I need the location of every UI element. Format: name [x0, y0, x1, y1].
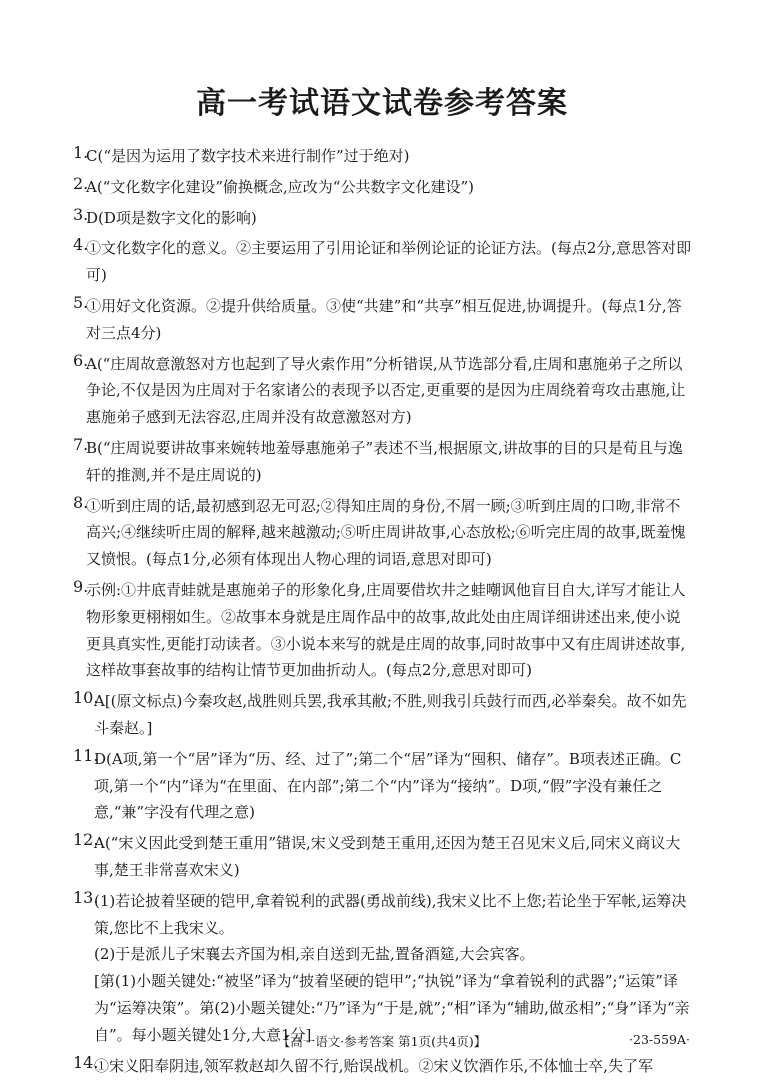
answer-item [73, 435, 695, 489]
item-text: ①宋义阳奉阴违,领军救赵却久留不行,贻误战机。②宋义饮酒作乐,不体恤士卒,失了军 [94, 1056, 654, 1075]
answer-list [73, 143, 695, 1083]
item-number: 9. [73, 576, 89, 596]
item-text: A(“庄周故意激怒对方也起到了导火索作用”分析错误,从节选部分看,庄周和惠施弟子之所以争论,不仅是因为庄周对于名家诸公的表现予以否定,更重要的是因为庄周绕着弯攻击惠施,让惠施弟子感到无法容忍,庄周并没有故意激怒对方) [86, 354, 686, 427]
footer-page-label: 【高一语文·参考答案 第1页(共4页)】 [277, 1034, 487, 1049]
answer-item [73, 577, 695, 684]
item-text: B(“庄周说要讲故事来婉转地羞辱惠施弟子”表述不当,根据原文,讲故事的目的只是荀且与逸轩的推测,并不是庄周说的) [86, 438, 683, 484]
footer-code: ·23-559A· [629, 1032, 690, 1047]
item-number: 6. [73, 350, 89, 370]
item-number: 12. [73, 830, 99, 850]
answer-item [73, 205, 695, 232]
answer-item [73, 1053, 695, 1080]
answer-item [73, 235, 695, 289]
answer-item [73, 830, 695, 884]
answer-item [73, 493, 695, 573]
item-number: 7. [73, 434, 89, 454]
item-text: D(A项,第一个“居”译为“历、经、过了”;第二个“居”译为“囤积、储存”。B项表述正确。C项,第一个“内”译为“在里面、在内部”;第二个“内”译为“接纳”。D项,“假”字没有兼任之意,“兼”字没有代理之意) [94, 749, 682, 822]
answer-item [73, 174, 695, 201]
item-text: A[(原文标点)今秦攻赵,战胜则兵罢,我承其敝;不胜,则我引兵鼓行而西,必举秦矣。故不如先斗秦赵。] [94, 692, 687, 737]
answer-item [73, 746, 695, 826]
item-subtext: (2)于是派儿子宋襄去齐国为相,亲自送到无盐,置备酒筵,大会宾客。 [94, 945, 535, 964]
page-title: 高一考试语文试卷参考答案 [196, 86, 568, 121]
item-text: (1)若论披着坚硬的铠甲,拿着锐利的武器(勇战前线),我宋义比不上您;若论坐于军帐,运筹决策,您比不上我宋义。 [94, 891, 687, 937]
item-number: 11. [73, 745, 99, 765]
answer-item [73, 293, 695, 347]
item-number: 5. [73, 292, 89, 312]
item-text: ①用好文化资源。②提升供给质量。③使“共建”和“共享”相互促进,协调提升。(每点1分,答对三点4分) [86, 296, 682, 342]
item-subtext: [第(1)小题关键处:“被坚”译为“披着坚硬的铠甲”;“执锐”译为“拿着锐利的武器”;“运策”译为“运筹决策”。第(2)小题关键处:“乃”译为“于是,就”;“相”译为“辅助,做丞相”;“身”译为“亲自”。每小题关键处1分,大意1分] [94, 972, 690, 1044]
item-text: A(“宋义因此受到楚王重用”错误,宋义受到楚王重用,还因为楚王召见宋义后,同宋义商议大事,楚王非常喜欢宋义) [94, 834, 681, 879]
item-text: ①听到庄周的话,最初感到忍无可忍;②得知庄周的身份,不屑一顾;③听到庄周的口吻,非常不高兴;④继续听庄周的解释,越来越激动;⑤听庄周讲故事,心态放松;⑥听完庄周的故事,既羞愧又愤恨。(每点1分,必须有体现出人物心理的词语,意思对即可) [86, 496, 686, 569]
item-number: 3. [73, 204, 89, 224]
item-number: 2. [73, 173, 89, 193]
item-number: 4. [73, 235, 89, 255]
item-number: 1. [73, 143, 89, 162]
item-text: C(“是因为运用了数字技术来进行制作”过于绝对) [86, 147, 410, 165]
item-text: 示例:①井底青蛙就是惠施弟子的形象化身,庄周要借坎井之蛙嘲讽他盲目自大,详写才能让人物形象更栩栩如生。②故事本身就是庄周作品中的故事,故此处由庄周详细讲述出来,使小说更具真实性,更能打动读者。③小说本来写的就是庄周的故事,同时故事中又有庄周讲述故事,这样故事套故事的结构让情节更加曲折动人。(每点2分,意思对即可) [86, 580, 686, 680]
item-number: 13. [73, 887, 99, 907]
item-number: 14. [73, 1052, 99, 1072]
page-footer [0, 1032, 764, 1054]
answer-item [73, 143, 695, 170]
item-text: A(“文化数字化建设”偷换概念,应改为“公共数字文化建设”) [86, 177, 474, 196]
answer-item [73, 688, 695, 742]
answer-item [73, 351, 695, 431]
answer-item [73, 888, 695, 1049]
item-number: 8. [73, 492, 89, 512]
item-number: 10. [73, 688, 99, 708]
item-text: D(D项是数字文化的影响) [86, 208, 257, 227]
item-text: ①文化数字化的意义。②主要运用了引用论证和举例论证的论证方法。(每点2分,意思答对即可) [86, 239, 692, 285]
